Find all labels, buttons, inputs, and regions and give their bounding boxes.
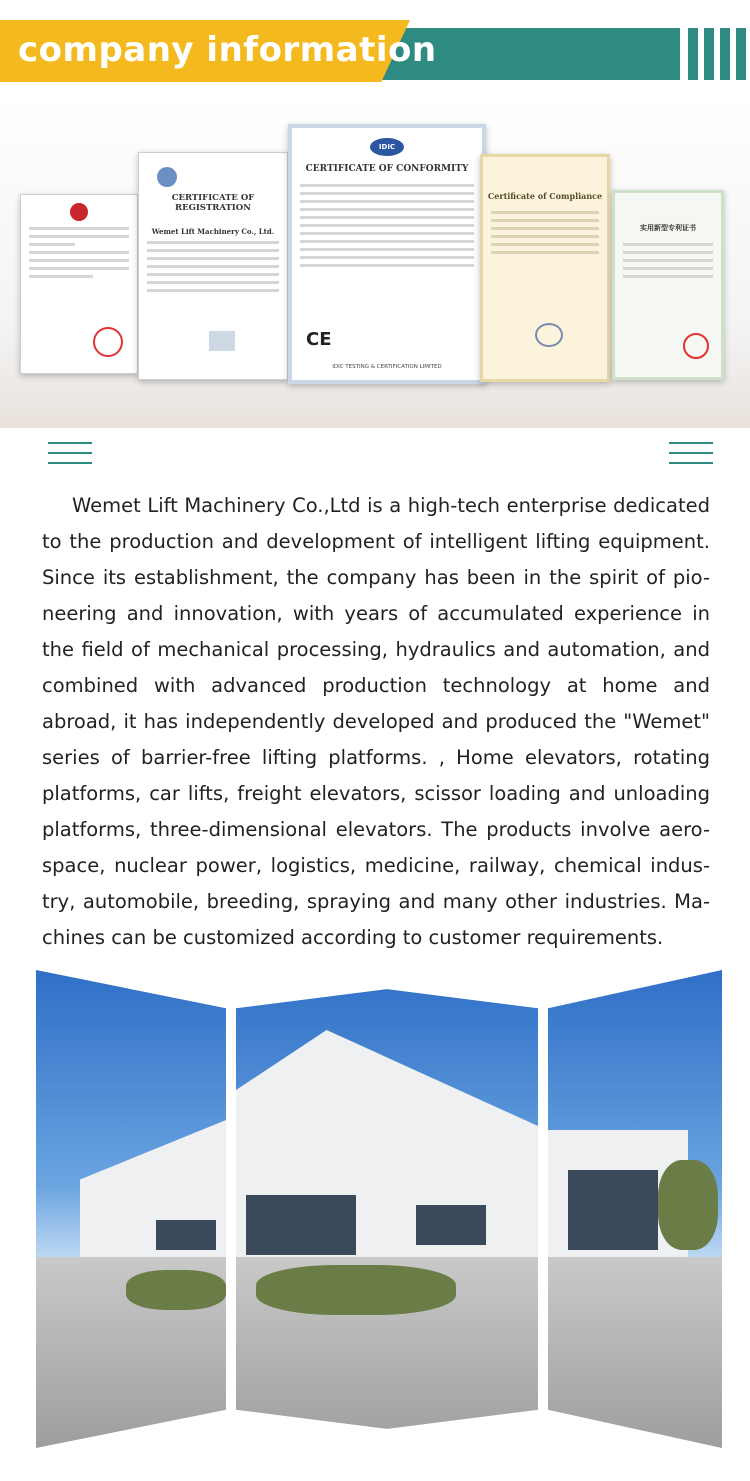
building-photo-left <box>36 970 226 1448</box>
red-seal-icon <box>683 333 709 359</box>
ce-mark-icon: CE <box>306 329 332 350</box>
certificate-footer: IDIC TESTING & CERTIFICATION LIMITED <box>332 364 442 370</box>
decorative-lines-left <box>48 442 92 464</box>
trademark-certificate <box>20 194 138 374</box>
decorative-lines-right <box>669 442 713 464</box>
cas-logo-icon <box>157 167 177 187</box>
banner-stripe <box>736 28 746 80</box>
compliance-seal-icon <box>535 323 563 347</box>
red-seal-icon <box>93 327 123 357</box>
company-description: Wemet Lift Machinery Co.,Ltd is a high-tech enterprise dedicated to the production and development of intelligent lifting equipment. Since its establishment, the company has been in the spirit of pio-neering and innovation, with years of accumulated experience in the field of mechanical processing, hydraulics and automation, and combined with advanced production technology at home and abroad, it has independently developed and produced the "Wemet" series of barrier-free lifting platforms. , Home elevators, rotating platforms, car lifts, freight elevators, scissor loading and unloading platforms, three-dimensional elevators. The products involve aero-space, nuclear power, logistics, medicine, railway, chemical indus-try, automobile, breeding, spraying and many other industries. Ma-chines can be customized according to customer requirements. <box>42 494 710 949</box>
emblem-icon <box>70 203 88 221</box>
certificate-heading: CERTIFICATE OF CONFORMITY <box>305 164 469 174</box>
idic-logo-icon: IDIC <box>370 138 404 156</box>
certificate-heading: CERTIFICATE OF REGISTRATION <box>171 193 255 213</box>
building-photo-right <box>548 970 722 1448</box>
banner-stripe <box>720 28 730 80</box>
certificate-heading: 实用新型专利证书 <box>640 223 696 232</box>
building-photo-panels <box>36 970 722 1448</box>
conformity-certificate <box>288 124 486 384</box>
accreditation-logo-icon <box>209 331 235 351</box>
section-header-banner <box>0 20 750 82</box>
section-title: company information <box>18 30 437 70</box>
banner-stripe <box>704 28 714 80</box>
compliance-certificate <box>480 154 610 382</box>
certificates-gallery <box>0 98 750 428</box>
patent-certificate <box>612 190 724 380</box>
certificate-heading: Certificate of Compliance <box>487 191 603 201</box>
registration-certificate <box>138 152 288 380</box>
certificate-subject: Wemet Lift Machinery Co., Ltd. <box>151 227 275 236</box>
building-photo-center <box>236 970 538 1448</box>
banner-stripe <box>688 28 698 80</box>
